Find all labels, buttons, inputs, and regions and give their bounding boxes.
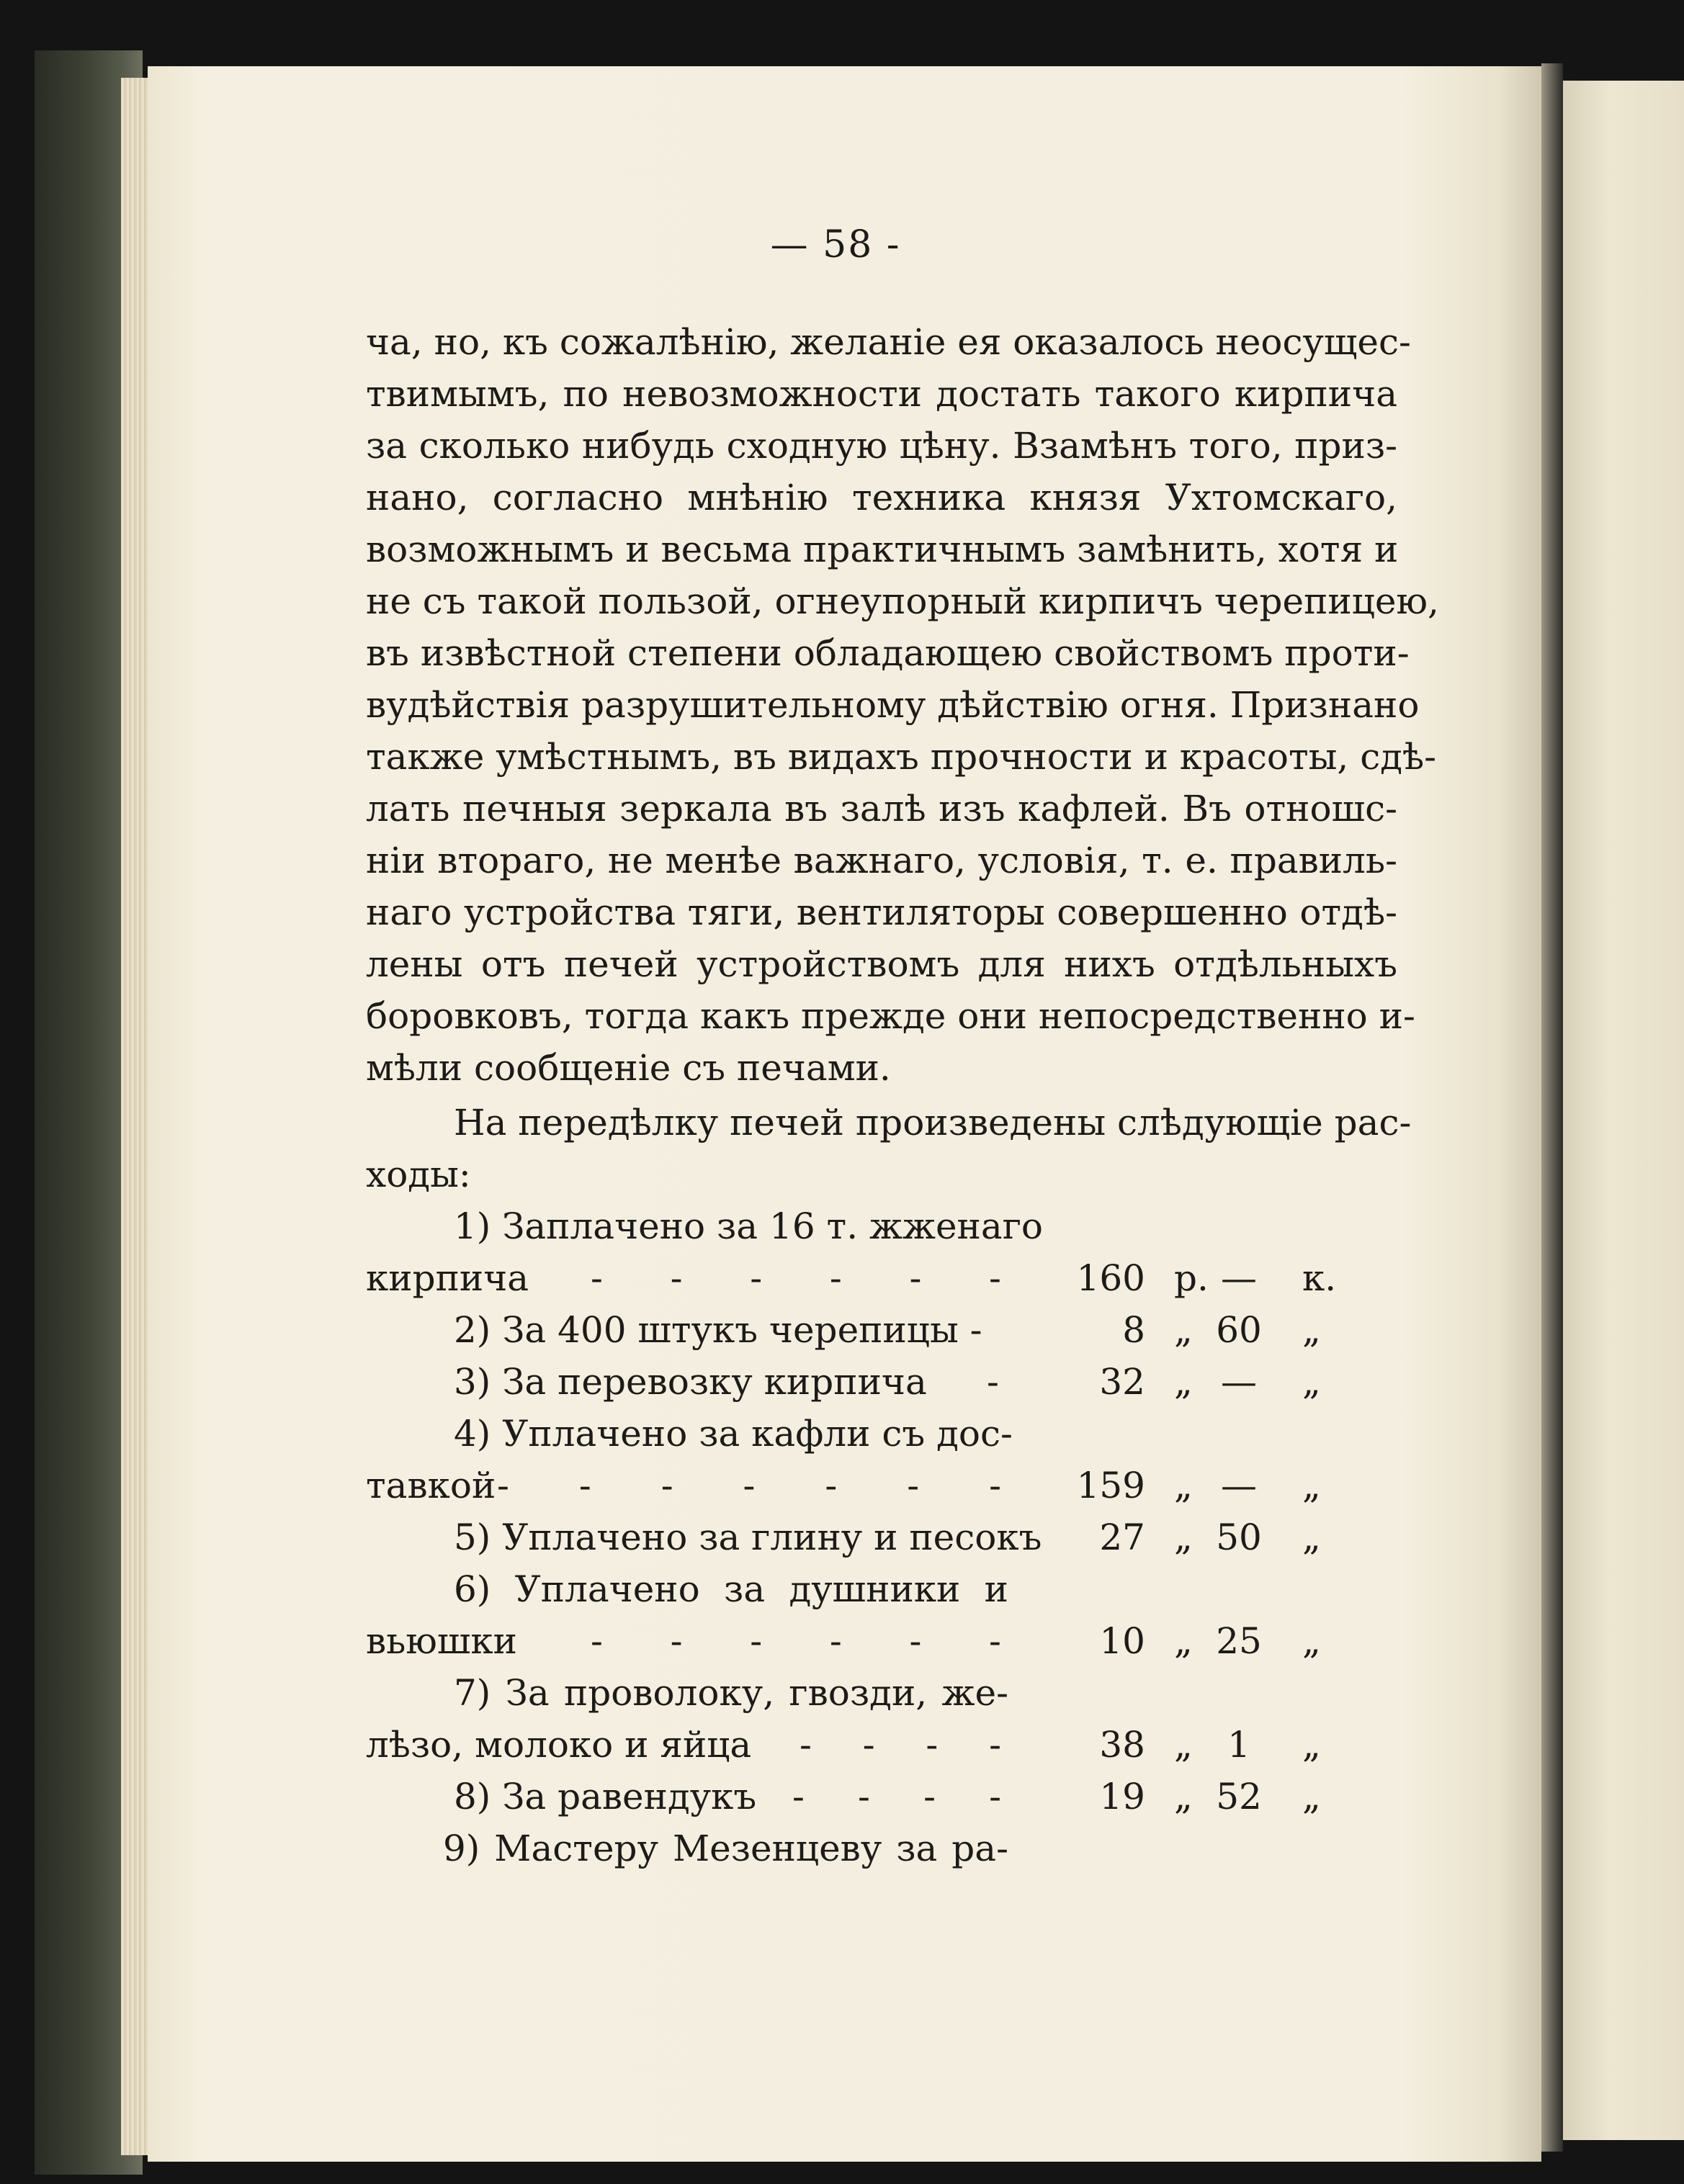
expense-8-label: 8) За равендукъ: [454, 1776, 757, 1817]
expense-7-label: 7) За проволоку, гвозди, же-: [454, 1672, 1008, 1714]
rubles-unit: „: [1174, 1620, 1193, 1662]
rubles-value: 32: [1099, 1361, 1145, 1403]
paragraph-line: ніи втораго, не менѣе важнаго, условія, т. е. правиль-: [366, 840, 1397, 881]
kopecks-unit: „: [1302, 1516, 1321, 1558]
paragraph-line: ча, но, къ сожалѣнію, желаніе ея оказалось неосущес-: [366, 321, 1411, 363]
kopecks-value: 1: [1227, 1724, 1250, 1766]
expense-6-label-cont: вьюшки: [366, 1620, 517, 1662]
leader-dots: - - - -: [800, 1724, 1001, 1766]
rubles-unit: „: [1174, 1516, 1193, 1558]
expense-4-label: 4) Уплачено за кафли съ дос-: [454, 1413, 1013, 1455]
kopecks-value: —: [1221, 1465, 1257, 1506]
expense-1-label-cont: кирпича: [366, 1257, 529, 1299]
expense-2-label: 2) За 400 штукъ черепицы -: [454, 1309, 982, 1351]
rubles-value: 159: [1076, 1465, 1145, 1506]
rubles-unit: „: [1174, 1465, 1193, 1506]
rubles-unit: „: [1174, 1361, 1193, 1403]
page-number: — 58 -: [770, 223, 901, 266]
rubles-unit: „: [1174, 1776, 1193, 1817]
paragraph-line: вудѣйствія разрушительному дѣйствію огня. Признано: [366, 684, 1420, 726]
rubles-value: 38: [1099, 1724, 1145, 1766]
book-gutter: [1541, 63, 1563, 2152]
kopecks-unit: „: [1302, 1465, 1321, 1506]
leader-dots: - - - - - - -: [497, 1465, 1001, 1506]
rubles-value: 10: [1099, 1620, 1145, 1662]
kopecks-unit: „: [1302, 1620, 1321, 1662]
leader-dots: - - - - - -: [591, 1257, 1001, 1299]
kopecks-value: 50: [1216, 1516, 1262, 1558]
rubles-value: 27: [1099, 1516, 1145, 1558]
expense-4-label-cont: тавкой: [366, 1465, 496, 1506]
rubles-value: 19: [1099, 1776, 1145, 1817]
expense-3-label: 3) За перевозку кирпича: [454, 1361, 927, 1403]
kopecks-value: 25: [1216, 1620, 1262, 1662]
leader-dots: - - - - - -: [591, 1620, 1001, 1662]
expense-7-label-cont: лѣзо, молоко и яйца: [366, 1724, 752, 1766]
kopecks-value: —: [1221, 1361, 1257, 1403]
intro-line: ходы:: [366, 1154, 471, 1195]
kopecks-unit: „: [1302, 1724, 1321, 1766]
paragraph-line: твимымъ, по невозможности достать такого кирпича: [366, 373, 1397, 415]
paragraph-line: лены отъ печей устройствомъ для нихъ отдѣльныхъ: [366, 943, 1397, 985]
expense-1-label: 1) Заплачено за 16 т. жженаго: [454, 1205, 1043, 1247]
rubles-value: 8: [1122, 1309, 1145, 1351]
paragraph-line: не съ такой пользой, огнеупорный кирпичъ черепицею,: [366, 580, 1439, 622]
rubles-unit: „: [1174, 1309, 1193, 1351]
paragraph-line: также умѣстнымъ, въ видахъ прочности и красоты, сдѣ-: [366, 736, 1437, 778]
kopecks-unit: „: [1302, 1776, 1321, 1817]
facing-page-edge: [1563, 81, 1684, 2140]
expense-5-label: 5) Уплачено за глину и песокъ: [454, 1516, 1042, 1558]
leader-dots: -: [987, 1361, 999, 1403]
kopecks-unit: „: [1302, 1309, 1321, 1351]
paragraph-line: мѣли сообщеніе съ печами.: [366, 1047, 891, 1089]
paragraph-line: боровковъ, тогда какъ прежде они непосредственно и-: [366, 995, 1415, 1037]
paragraph-line: лать печныя зеркала въ залѣ изъ кафлей. Въ отношс-: [366, 788, 1397, 830]
paragraph-line: нано, согласно мнѣнію техника князя Ухтомскаго,: [366, 477, 1397, 518]
kopecks-unit: к.: [1302, 1257, 1337, 1299]
paragraph-line: за сколько нибудь сходную цѣну. Взамѣнъ того, приз-: [366, 425, 1397, 467]
kopecks-value: 60: [1216, 1309, 1262, 1351]
intro-line: На передѣлку печей произведены слѣдующіе рас-: [454, 1102, 1412, 1143]
paragraph-line: въ извѣстной степени обладающею свойствомъ проти-: [366, 632, 1410, 674]
paragraph-line: возможнымъ и весьма практичнымъ замѣнить, хотя и: [366, 529, 1399, 570]
rubles-value: 160: [1076, 1257, 1145, 1299]
expense-6-label: 6) Уплачено за душники и: [454, 1568, 1008, 1610]
expense-9-label: 9) Мастеру Мезенцеву за ра-: [443, 1828, 1008, 1869]
kopecks-unit: „: [1302, 1361, 1321, 1403]
paragraph-line: наго устройства тяги, вентиляторы совершенно отдѣ-: [366, 891, 1397, 933]
rubles-unit: „: [1174, 1724, 1193, 1766]
kopecks-value: 52: [1216, 1776, 1262, 1817]
leader-dots: - - - -: [792, 1776, 1001, 1817]
kopecks-value: —: [1221, 1257, 1257, 1299]
rubles-unit: р.: [1174, 1257, 1209, 1299]
